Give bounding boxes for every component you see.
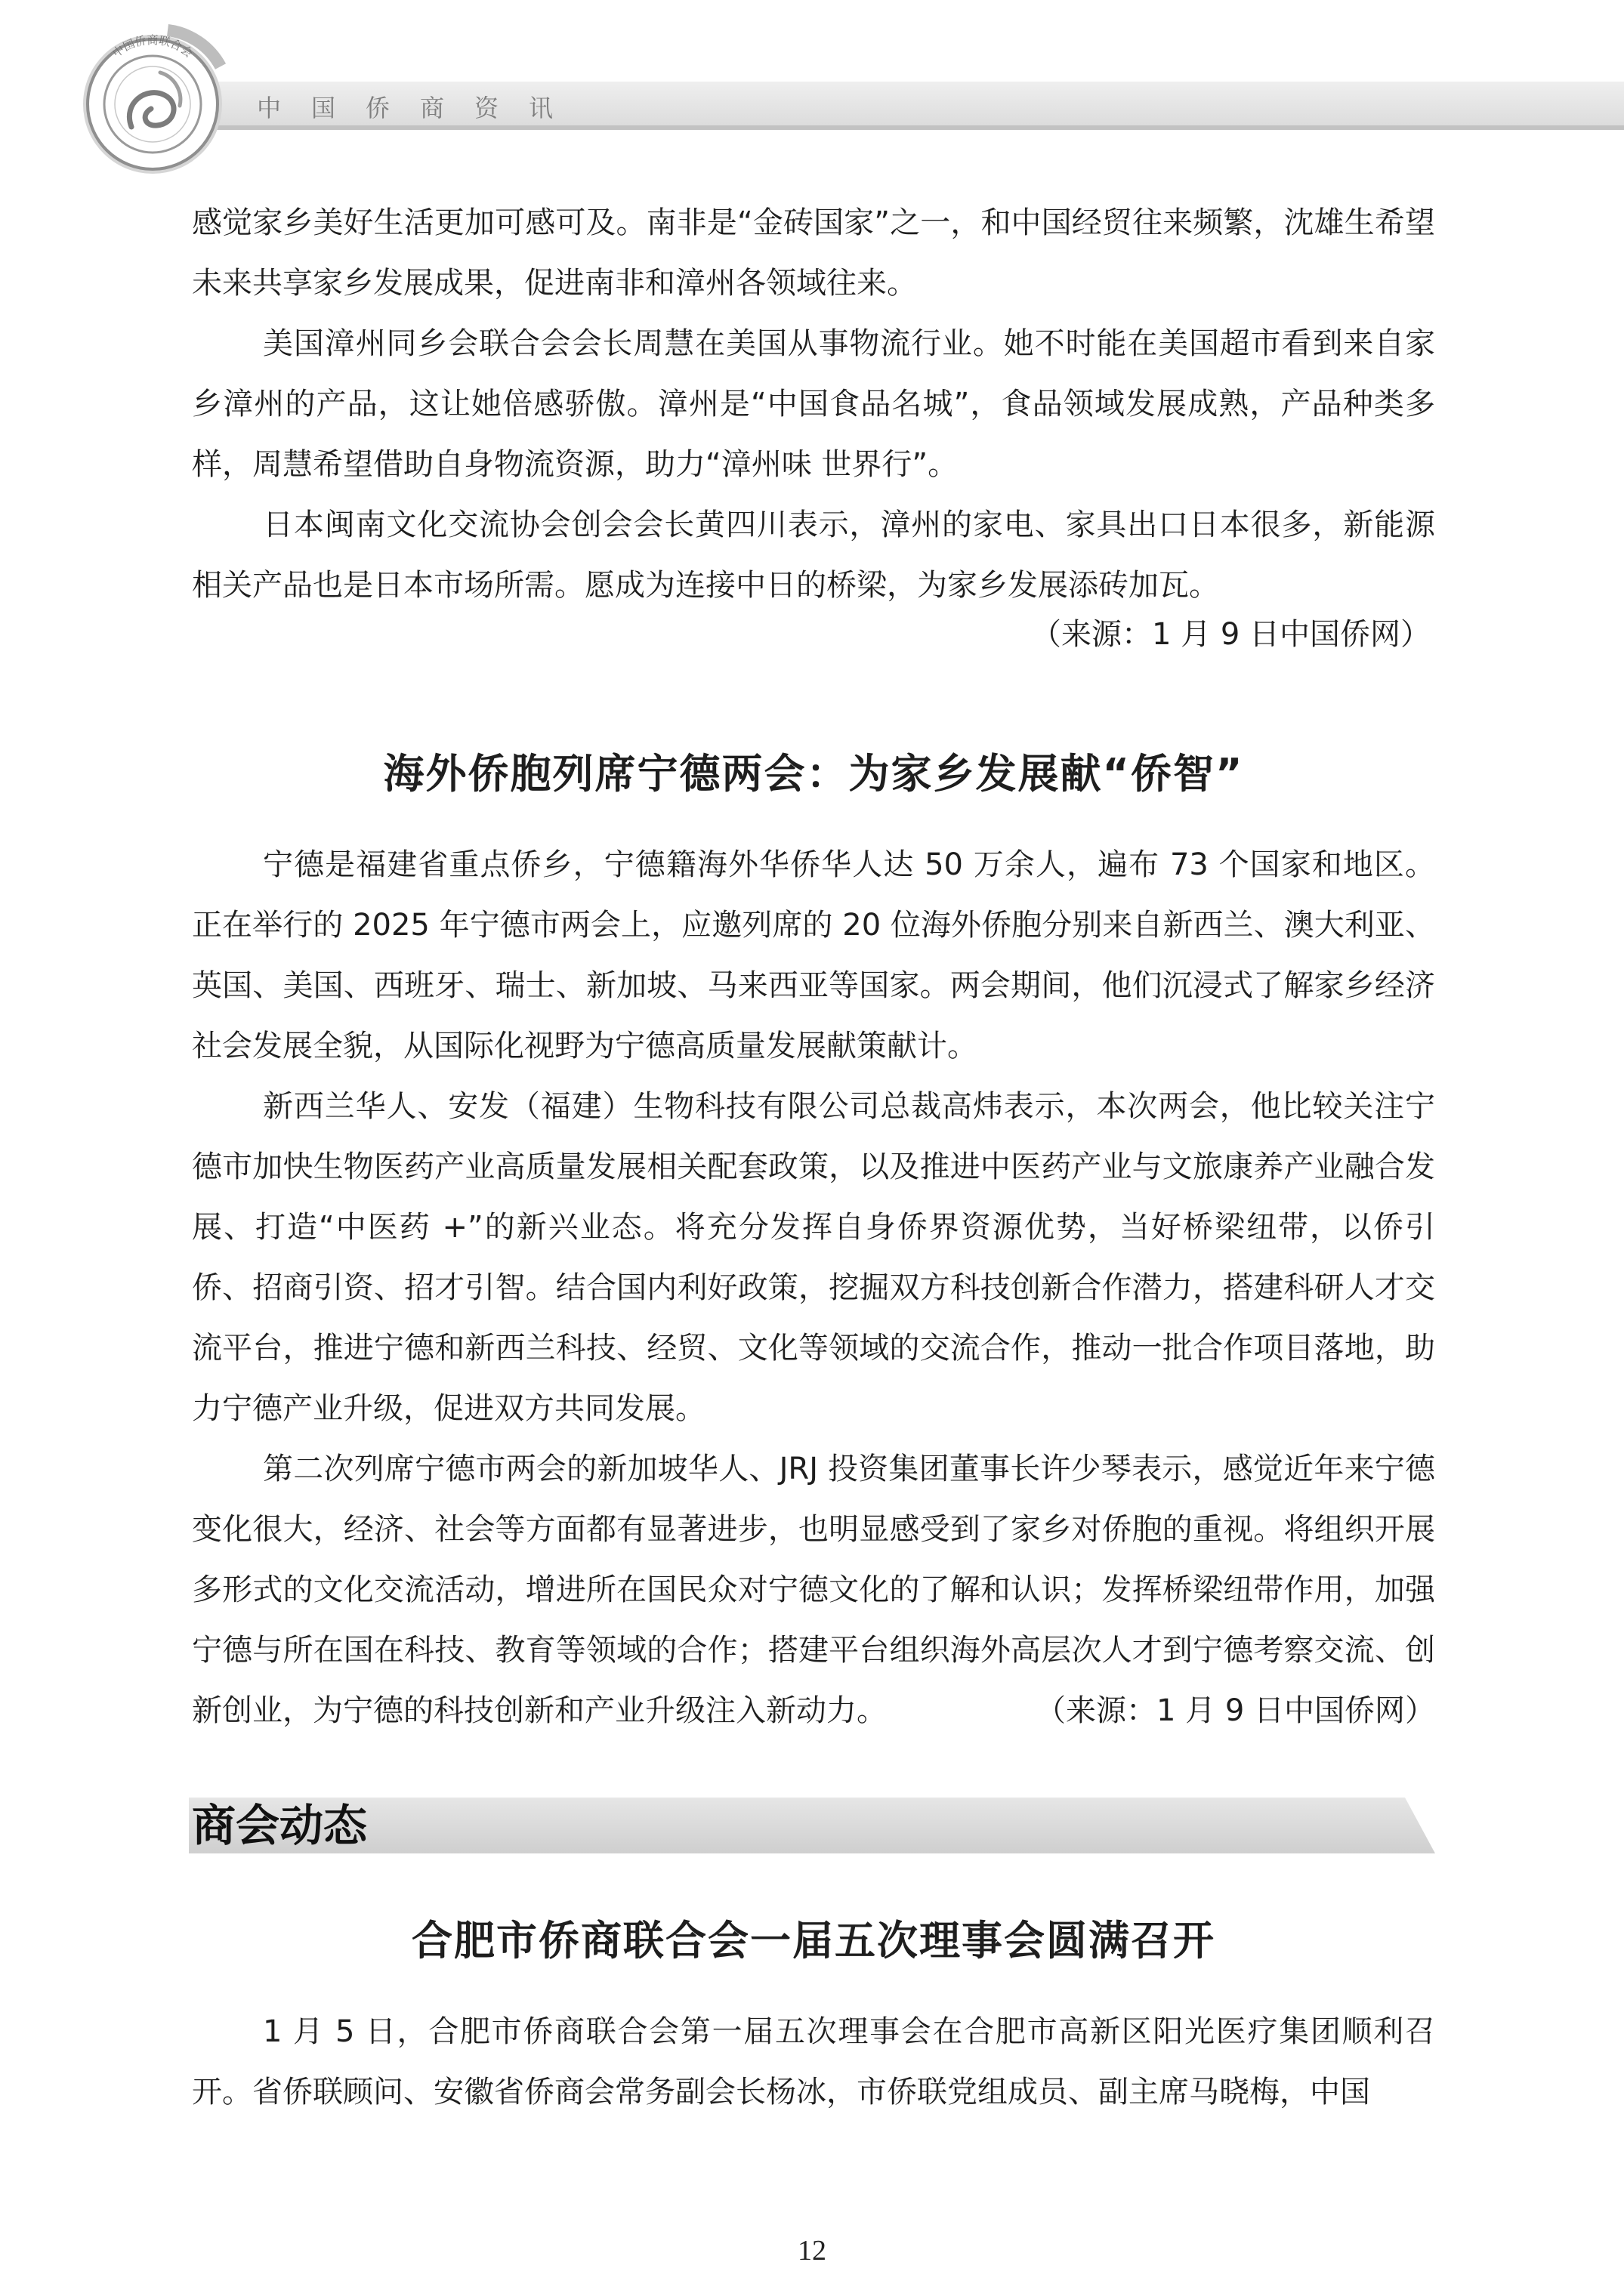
article2-source: （来源：1 月 9 日中国侨网） (1035, 1693, 1435, 1728)
article1-paragraph-1: 感觉家乡美好生活更加可感可及。南非是“金砖国家”之一，和中国经贸往来频繁，沈雄生希望未来共享家乡发展成果，促进南非和漳州各领域往来。 (192, 205, 1435, 301)
article2-title: 海外侨胞列席宁德两会：为家乡发展献“侨智” (383, 750, 1244, 798)
article3-title: 合肥市侨商联合会一届五次理事会圆满召开 (412, 1917, 1215, 1964)
article1-paragraph-3: 日本闽南文化交流协会创会会长黄四川表示，漳州的家电、家具出口日本很多，新能源相关产品也是日本市场所需。愿成为连接中日的桥梁，为家乡发展添砖加瓦。 (192, 508, 1435, 603)
article1-source: （来源：1 月 9 日中国侨网） (1030, 617, 1431, 652)
article2-paragraph-1: 宁德是福建省重点侨乡，宁德籍海外华侨华人达 50 万余人，遍布 73 个国家和地区。正在举行的 2025 年宁德市两会上，应邀列席的 20 位海外侨胞分别来自新西兰、澳大利亚、英国、美国、西班牙、瑞士、新加坡、马来西亚等国家。两会期间，他们沉浸式了解家乡经济社会发展全貌，从国际化视野为宁德高质量发展献策献计。 (192, 847, 1435, 1063)
section-bar (189, 1798, 1435, 1853)
logo-text: 中国侨商联合会 (110, 33, 196, 60)
article3-paragraph-1: 1 月 5 日，合肥市侨商联合会第一届五次理事会在合肥市高新区阳光医疗集团顺利召开。省侨联顾问、安徽省侨商会常务副会长杨冰，市侨联党组成员、副主席马晓梅，中国 (192, 2014, 1435, 2109)
article1-paragraph-2: 美国漳州同乡会联合会会长周慧在美国从事物流行业。她不时能在美国超市看到来自家乡漳州的产品，这让她倍感骄傲。漳州是“中国食品名城”，食品领域发展成熟，产品种类多样，周慧希望借助自身物流资源，助力“漳州味 世界行”。 (192, 326, 1435, 482)
header-title: 中国侨商资讯 (257, 94, 584, 122)
article2-paragraph-3 (192, 1439, 1435, 1741)
page-number: 12 (798, 2235, 826, 2267)
article2-paragraph-3-text: 第二次列席宁德市两会的新加坡华人、JRJ 投资集团董事长许少琴表示，感觉近年来宁德变化很大，经济、社会等方面都有显著进步，也明显感受到了家乡对侨胞的重视。将组织开展多形式的文化交流活动，增进所在国民众对宁德文化的了解和认识；发挥桥梁纽带作用，加强宁德与所在国在科技、教育等领域的合作；搭建平台组织海外高层次人才到宁德考察交流、创新创业，为宁德的科技创新和产业升级注入新动力。 (192, 1452, 1435, 1728)
section-title: 商会动态 (192, 1800, 368, 1851)
article2-paragraph-2: 新西兰华人、安发（福建）生物科技有限公司总裁高炜表示，本次两会，他比较关注宁德市加快生物医药产业高质量发展相关配套政策，以及推进中医药产业与文旅康养产业融合发展、打造“中医药 +”的新兴业态。将充分发挥自身侨界资源优势，当好桥梁纽带，以侨引侨、招商引资、招才引智。结合国内利好政策，挖掘双方科技创新合作潜力，搭建科研人才交流平台，推进宁德和新西兰科技、经贸、文化等领域的交流合作，推动一批合作项目落地，助力宁德产业升级，促进双方共同发展。 (192, 1089, 1435, 1426)
logo-emblem-icon (69, 14, 236, 180)
